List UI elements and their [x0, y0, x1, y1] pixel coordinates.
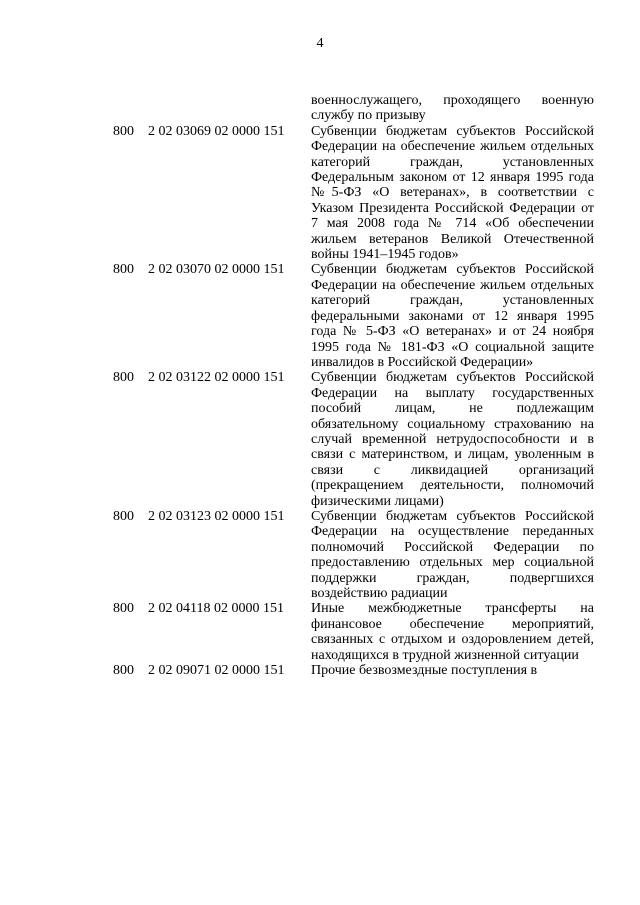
- table-row: [0, 124, 640, 263]
- budget-classification-code: 2 02 09071 02 0000 151: [148, 663, 285, 679]
- budget-classification-code: 2 02 03070 02 0000 151: [148, 262, 285, 278]
- revenue-description: Субвенции бюджетам субъектов Российской Федерации на обеспечение жильем отдельных категорий граждан, установленных федеральными законами от 12 января 1995 года № 5-ФЗ «О ветеранах» и от 24 ноября 1995 года № 181-ФЗ «О социальной защите инвалидов в Российской Федерации»: [311, 262, 594, 370]
- admin-code: 800: [113, 262, 134, 278]
- admin-code: 800: [113, 508, 134, 524]
- revenue-description: военнослужащего, проходящего военную службу по призыву: [311, 93, 594, 124]
- revenue-description: Субвенции бюджетам субъектов Российской Федерации на обеспечение жильем отдельных категорий граждан, установленных Федеральным законом от 12 января 1995 года №5-ФЗ «О ветеранах», в соответствии с Указом Президента Российской Федерации от 7 мая 2008 года № 714 «Об обеспечении жильем ветеранов Великой Отечественной войны 1941–1945 годов»: [311, 123, 594, 263]
- page-number: 4: [316, 36, 324, 51]
- table-row: [0, 93, 640, 124]
- budget-classification-code: 2 02 03122 02 0000 151: [148, 370, 285, 386]
- table-row: [0, 262, 640, 370]
- admin-code: 800: [113, 370, 134, 386]
- revenue-description: Субвенции бюджетам субъектов Российской Федерации на осуществление переданных полномочий Российской Федерации по предоставлению отдельных мер социальной поддержки граждан, подвергшихся воздействию радиации: [311, 508, 594, 601]
- admin-code: 800: [113, 663, 134, 679]
- table-row: [0, 601, 640, 663]
- table-row: [0, 663, 640, 678]
- budget-classification-code: 2 02 03069 02 0000 151: [148, 123, 285, 139]
- revenue-description: Прочие безвозмездные поступления в: [311, 663, 538, 679]
- budget-classification-code: 2 02 04118 02 0000 151: [148, 601, 284, 617]
- admin-code: 800: [113, 123, 134, 139]
- table-row: [0, 509, 640, 601]
- budget-classification-code: 2 02 03123 02 0000 151: [148, 508, 285, 524]
- table-row: [0, 370, 640, 509]
- revenue-description: Субвенции бюджетам субъектов Российской Федерации на выплату государственных пособий лицам, не подлежащим обязательному социальному страхованию на случай временной нетрудоспособности и в связи с материнством, и лицам, уволенным в связи с ликвидацией организаций (прекращением деятельности, полномочий физическими лицами): [311, 370, 594, 509]
- revenue-code-table: [0, 93, 640, 678]
- revenue-description: Иные межбюджетные трансферты на финансовое обеспечение мероприятий, связанных с отдыхом и оздоровлением детей, находящихся в трудной жизненной ситуации: [311, 601, 594, 663]
- admin-code: 800: [113, 601, 134, 617]
